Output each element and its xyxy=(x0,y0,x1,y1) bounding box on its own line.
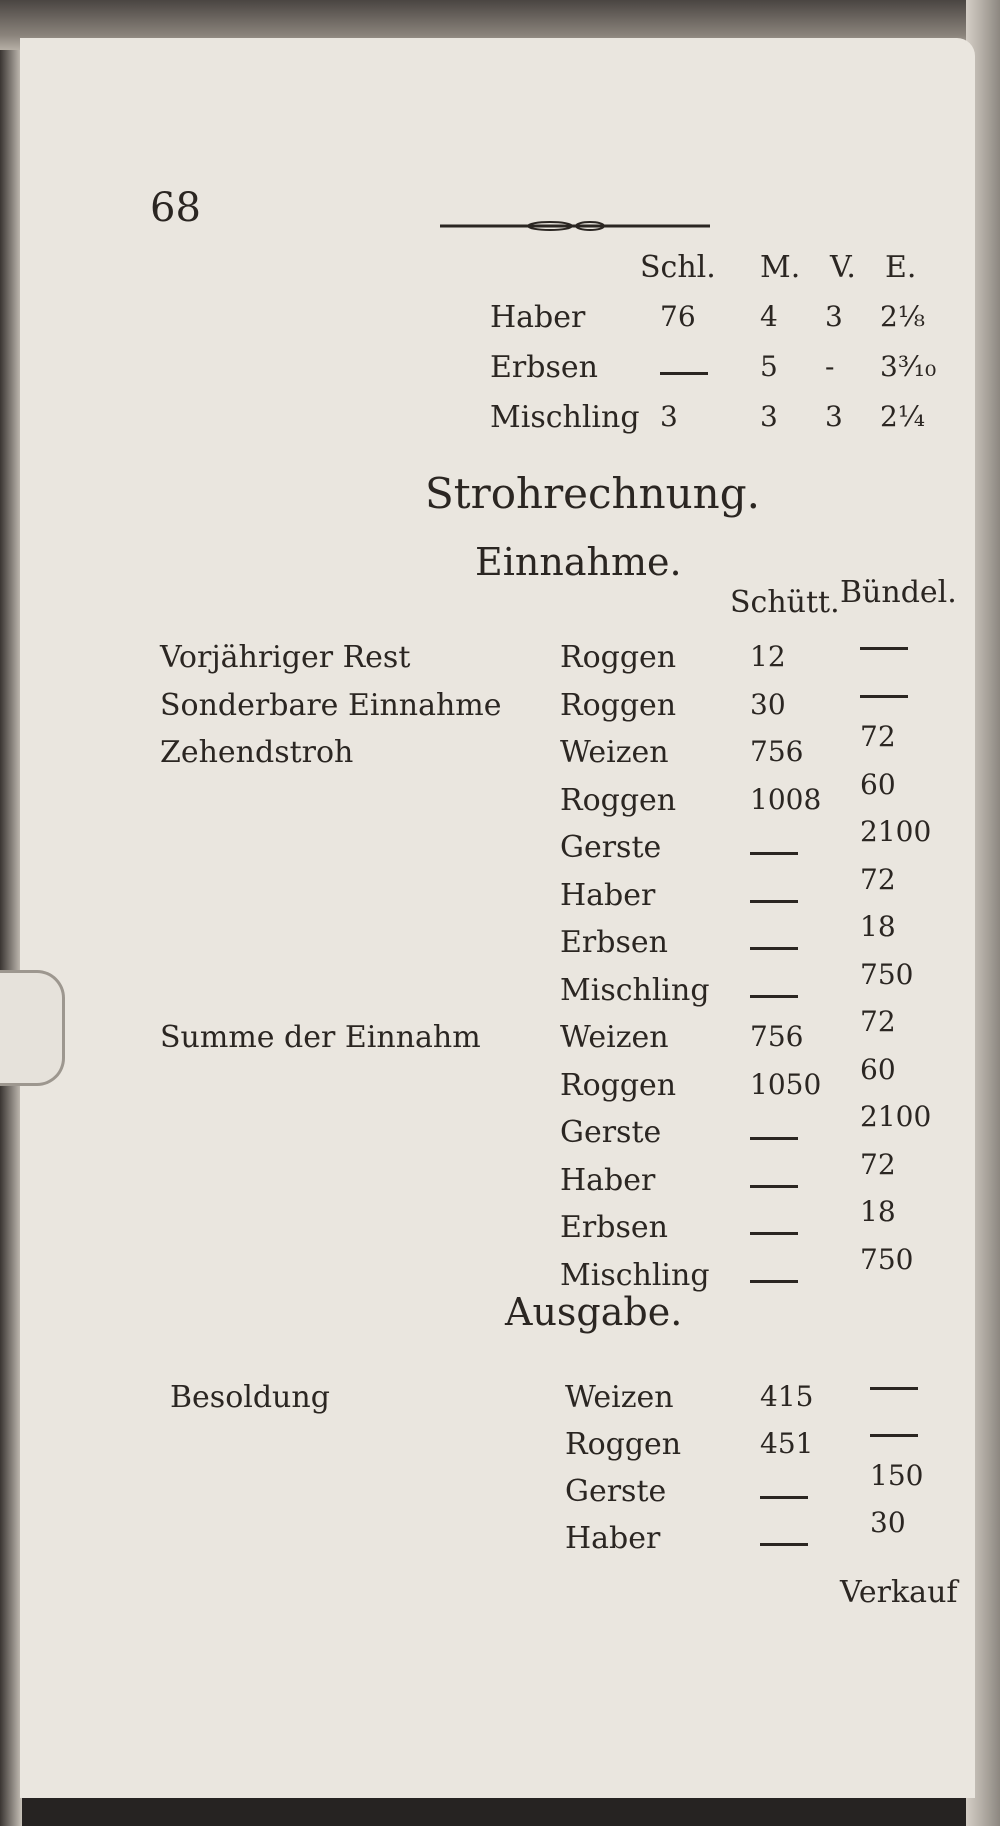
income-row-buendel: 60 xyxy=(860,1052,896,1086)
income-row-item: Roggen xyxy=(560,687,677,723)
income-row-buendel: 2100 xyxy=(860,1100,932,1133)
income-row-buendel: 72 xyxy=(860,1147,896,1181)
expense-row-schuett: 451 xyxy=(760,1427,814,1460)
income-row-item: Weizen xyxy=(560,735,669,770)
income-row-schuett xyxy=(750,1225,798,1241)
page-tab-marker xyxy=(0,970,65,1086)
catchword: Verkauf xyxy=(840,1575,958,1610)
income-row-buendel: 2100 xyxy=(860,815,932,848)
grain-row-name: Erbsen xyxy=(490,350,598,385)
expense-row-schuett: 415 xyxy=(760,1380,814,1413)
grain-cell: 3³⁄₁₀ xyxy=(880,350,937,383)
grain-cell: 3 xyxy=(760,400,778,433)
income-row-item: Haber xyxy=(560,877,656,913)
income-row-item: Roggen xyxy=(560,782,677,818)
income-row-buendel: 750 xyxy=(860,1242,914,1276)
income-row-schuett xyxy=(750,1273,798,1289)
expense-row-schuett xyxy=(760,1536,808,1552)
income-row-buendel: 18 xyxy=(860,1195,896,1228)
grain-cell: 3 xyxy=(825,300,843,333)
income-row-buendel: 750 xyxy=(860,957,914,991)
income-row-buendel xyxy=(860,640,908,656)
income-row-item: Mischling xyxy=(560,972,710,1008)
income-row-schuett: 756 xyxy=(750,735,804,768)
income-title: Einnahme. xyxy=(475,540,682,584)
expense-row-buendel: 150 xyxy=(870,1459,924,1492)
ornament-rule xyxy=(440,221,710,231)
grain-cell: 3 xyxy=(660,400,678,433)
income-row-buendel xyxy=(860,688,908,704)
income-row-schuett xyxy=(750,988,798,1004)
expense-row-item: Weizen xyxy=(565,1380,674,1415)
expense-row-label: Besoldung xyxy=(170,1380,330,1415)
expense-row-buendel xyxy=(870,1380,918,1396)
grain-cell: 3 xyxy=(825,400,843,433)
income-row-schuett: 756 xyxy=(750,1020,804,1053)
income-row-item: Weizen xyxy=(560,1020,669,1055)
income-row-schuett: 1008 xyxy=(750,782,822,816)
income-row-schuett xyxy=(750,940,798,956)
income-row-item: Mischling xyxy=(560,1257,710,1293)
straw-header-buendel: Bündel. xyxy=(840,575,957,610)
income-row-buendel: 18 xyxy=(860,910,896,943)
book-page xyxy=(20,38,975,1798)
expense-row-item: Gerste xyxy=(565,1474,667,1509)
income-row-label: Sonderbare Einnahme xyxy=(160,687,502,723)
income-row-buendel: 72 xyxy=(860,862,896,896)
income-row-item: Gerste xyxy=(560,1115,662,1150)
grain-cell: 2¼ xyxy=(880,400,925,433)
grain-cell: 4 xyxy=(760,300,778,333)
grain-cell: 5 xyxy=(760,350,778,383)
straw-header-schuett: Schütt. xyxy=(730,585,840,620)
income-row-buendel: 72 xyxy=(860,720,896,753)
income-row-item: Erbsen xyxy=(560,1210,668,1245)
income-row-item: Erbsen xyxy=(560,925,668,960)
income-row-item: Haber xyxy=(560,1162,656,1198)
expense-row-buendel: 30 xyxy=(870,1506,906,1539)
page-number: 68 xyxy=(150,185,201,231)
grain-row-name: Haber xyxy=(490,300,586,335)
income-row-label: Summe der Einnahm xyxy=(160,1020,481,1055)
income-row-schuett xyxy=(750,845,798,861)
income-row-schuett xyxy=(750,893,798,909)
grain-cell: - xyxy=(825,350,835,383)
book-spine xyxy=(0,0,22,1826)
income-row-label: Zehendstroh xyxy=(160,735,354,770)
grain-header: E. xyxy=(885,250,917,285)
income-row-item: Roggen xyxy=(560,1067,677,1103)
income-row-item: Gerste xyxy=(560,830,662,865)
income-row-schuett: 30 xyxy=(750,687,786,721)
expense-row-schuett xyxy=(760,1489,808,1505)
expense-title: Ausgabe. xyxy=(505,1290,683,1334)
grain-cell xyxy=(660,365,708,381)
income-row-buendel: 72 xyxy=(860,1005,896,1038)
grain-header: M. xyxy=(760,250,801,285)
income-row-schuett: 12 xyxy=(750,640,786,673)
income-row-schuett xyxy=(750,1178,798,1194)
income-row-label: Vorjähriger Rest xyxy=(160,640,411,675)
income-row-schuett: 1050 xyxy=(750,1067,822,1101)
section-title: Strohrechnung. xyxy=(425,469,760,518)
income-row-schuett xyxy=(750,1130,798,1146)
expense-row-buendel xyxy=(870,1427,918,1443)
grain-cell: 2⅛ xyxy=(880,300,925,333)
income-row-buendel: 60 xyxy=(860,767,896,801)
expense-row-item: Haber xyxy=(565,1521,661,1556)
grain-row-name: Mischling xyxy=(490,400,640,435)
expense-row-item: Roggen xyxy=(565,1427,682,1462)
grain-cell: 76 xyxy=(660,300,696,333)
income-row-item: Roggen xyxy=(560,640,677,675)
grain-header: V. xyxy=(830,250,856,285)
grain-header: Schl. xyxy=(640,250,716,285)
